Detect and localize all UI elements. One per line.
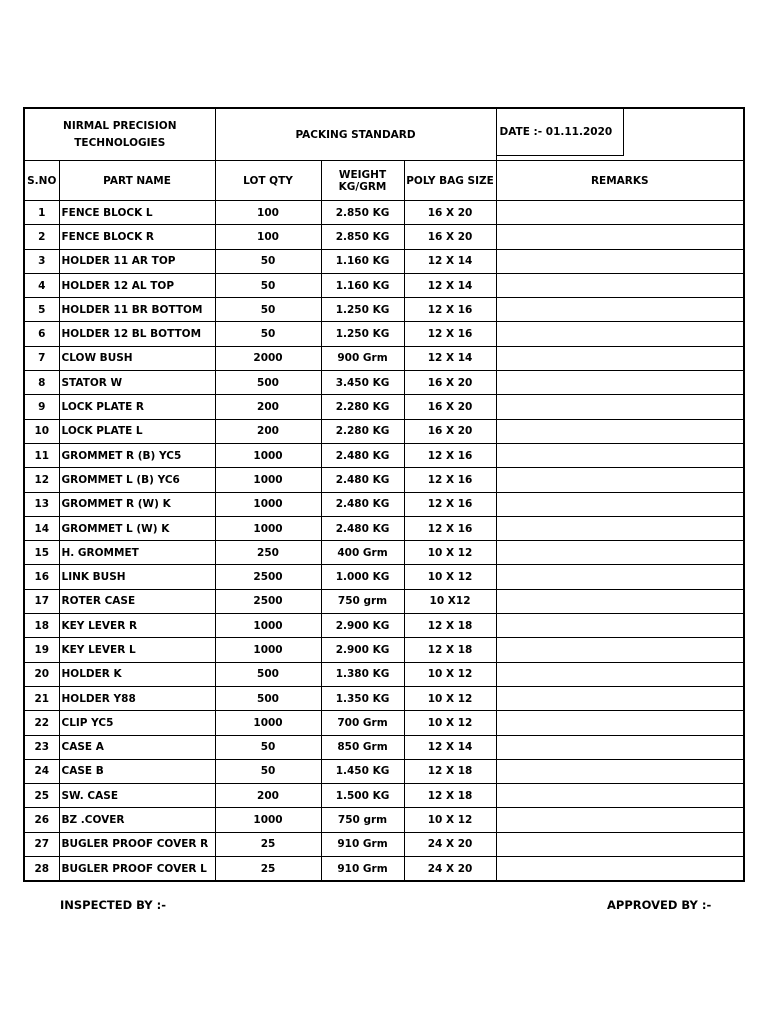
cell-lot-qty: 1000 (215, 492, 321, 516)
cell-part-name: LOCK PLATE L (59, 419, 215, 443)
cell-lot-qty: 1000 (215, 468, 321, 492)
cell-weight: 850 Grm (321, 735, 404, 759)
table-row (24, 735, 744, 759)
cell-remarks (496, 565, 744, 589)
cell-part-name: BZ .COVER (59, 808, 215, 832)
cell-remarks (496, 808, 744, 832)
cell-weight: 2.280 KG (321, 419, 404, 443)
cell-poly-bag-size: 16 X 20 (404, 371, 496, 395)
cell-part-name: HOLDER 11 AR TOP (59, 249, 215, 273)
cell-remarks (496, 735, 744, 759)
cell-poly-bag-size: 10 X 12 (404, 541, 496, 565)
cell-weight: 2.480 KG (321, 468, 404, 492)
cell-sno: 6 (24, 322, 59, 346)
cell-weight: 1.250 KG (321, 298, 404, 322)
cell-lot-qty: 2500 (215, 565, 321, 589)
cell-weight: 2.280 KG (321, 395, 404, 419)
cell-lot-qty: 500 (215, 662, 321, 686)
cell-lot-qty: 1000 (215, 638, 321, 662)
cell-poly-bag-size: 16 X 20 (404, 201, 496, 225)
date-box (496, 109, 624, 156)
cell-remarks (496, 686, 744, 710)
cell-lot-qty: 100 (215, 201, 321, 225)
cell-poly-bag-size: 12 X 16 (404, 298, 496, 322)
cell-part-name: BUGLER PROOF COVER R (59, 832, 215, 856)
cell-remarks (496, 492, 744, 516)
company-name-line1: NIRMAL PRECISION (63, 119, 177, 132)
cell-part-name: LINK BUSH (59, 565, 215, 589)
cell-part-name: CASE A (59, 735, 215, 759)
cell-lot-qty: 2000 (215, 346, 321, 370)
cell-lot-qty: 1000 (215, 711, 321, 735)
table-row (24, 662, 744, 686)
cell-poly-bag-size: 24 X 20 (404, 832, 496, 856)
table-row (24, 346, 744, 370)
col-header-sno: S.NO (24, 161, 59, 201)
cell-lot-qty: 100 (215, 225, 321, 249)
cell-poly-bag-size: 12 X 16 (404, 516, 496, 540)
cell-sno: 28 (24, 857, 59, 882)
cell-sno: 25 (24, 784, 59, 808)
table-row (24, 371, 744, 395)
table-row (24, 759, 744, 783)
cell-part-name: HOLDER 12 AL TOP (59, 273, 215, 297)
cell-poly-bag-size: 12 X 18 (404, 614, 496, 638)
table-row (24, 638, 744, 662)
table-row (24, 468, 744, 492)
cell-part-name: ROTER CASE (59, 589, 215, 613)
company-name (24, 108, 215, 161)
table-row (24, 298, 744, 322)
cell-poly-bag-size: 10 X 12 (404, 662, 496, 686)
cell-remarks (496, 371, 744, 395)
cell-weight: 1.250 KG (321, 322, 404, 346)
cell-part-name: KEY LEVER R (59, 614, 215, 638)
table-row (24, 541, 744, 565)
table-row (24, 443, 744, 467)
cell-poly-bag-size: 12 X 14 (404, 735, 496, 759)
cell-weight: 1.500 KG (321, 784, 404, 808)
cell-poly-bag-size: 16 X 20 (404, 419, 496, 443)
table-row (24, 711, 744, 735)
cell-lot-qty: 1000 (215, 614, 321, 638)
cell-part-name: CASE B (59, 759, 215, 783)
cell-remarks (496, 419, 744, 443)
cell-part-name: CLIP YC5 (59, 711, 215, 735)
inspected-by-label: INSPECTED BY :- (60, 898, 166, 912)
date-cell (496, 108, 744, 161)
cell-weight: 900 Grm (321, 346, 404, 370)
table-row (24, 516, 744, 540)
cell-remarks (496, 541, 744, 565)
column-header-row (24, 161, 744, 201)
cell-part-name: GROMMET L (W) K (59, 516, 215, 540)
table-row (24, 614, 744, 638)
date-label: DATE :- 01.11.2020 (499, 126, 613, 138)
cell-sno: 27 (24, 832, 59, 856)
col-header-poly-bag-size: POLY BAG SIZE (404, 161, 496, 201)
cell-weight: 400 Grm (321, 541, 404, 565)
table-row (24, 201, 744, 225)
table-row (24, 419, 744, 443)
table-row (24, 492, 744, 516)
cell-weight: 1.000 KG (321, 565, 404, 589)
cell-sno: 12 (24, 468, 59, 492)
cell-sno: 16 (24, 565, 59, 589)
table-body (24, 201, 744, 882)
cell-sno: 14 (24, 516, 59, 540)
cell-lot-qty: 50 (215, 735, 321, 759)
cell-remarks (496, 832, 744, 856)
cell-lot-qty: 50 (215, 249, 321, 273)
table-row (24, 395, 744, 419)
cell-part-name: HOLDER 11 BR BOTTOM (59, 298, 215, 322)
cell-weight: 2.480 KG (321, 443, 404, 467)
cell-lot-qty: 25 (215, 832, 321, 856)
cell-weight: 2.480 KG (321, 492, 404, 516)
cell-part-name: KEY LEVER L (59, 638, 215, 662)
cell-sno: 2 (24, 225, 59, 249)
cell-remarks (496, 322, 744, 346)
cell-remarks (496, 249, 744, 273)
col-header-part-name: PART NAME (59, 161, 215, 201)
cell-part-name: FENCE BLOCK L (59, 201, 215, 225)
cell-lot-qty: 500 (215, 686, 321, 710)
cell-weight: 1.450 KG (321, 759, 404, 783)
cell-sno: 8 (24, 371, 59, 395)
document-title: PACKING STANDARD (215, 108, 496, 161)
cell-part-name: BUGLER PROOF COVER L (59, 857, 215, 882)
cell-lot-qty: 25 (215, 857, 321, 882)
cell-part-name: LOCK PLATE R (59, 395, 215, 419)
cell-sno: 23 (24, 735, 59, 759)
cell-weight: 910 Grm (321, 832, 404, 856)
cell-sno: 11 (24, 443, 59, 467)
cell-weight: 1.160 KG (321, 273, 404, 297)
cell-part-name: GROMMET R (B) YC5 (59, 443, 215, 467)
cell-lot-qty: 1000 (215, 808, 321, 832)
cell-poly-bag-size: 16 X 20 (404, 225, 496, 249)
cell-poly-bag-size: 12 X 16 (404, 492, 496, 516)
cell-sno: 20 (24, 662, 59, 686)
cell-weight: 2.850 KG (321, 201, 404, 225)
cell-remarks (496, 516, 744, 540)
cell-sno: 13 (24, 492, 59, 516)
table-row (24, 808, 744, 832)
col-header-weight-line1: WEIGHT (338, 168, 387, 181)
cell-sno: 7 (24, 346, 59, 370)
cell-poly-bag-size: 12 X 14 (404, 346, 496, 370)
cell-weight: 910 Grm (321, 857, 404, 882)
cell-part-name: HOLDER K (59, 662, 215, 686)
cell-poly-bag-size: 24 X 20 (404, 857, 496, 882)
cell-sno: 15 (24, 541, 59, 565)
cell-part-name: FENCE BLOCK R (59, 225, 215, 249)
cell-remarks (496, 468, 744, 492)
cell-sno: 18 (24, 614, 59, 638)
cell-poly-bag-size: 12 X 14 (404, 249, 496, 273)
cell-sno: 24 (24, 759, 59, 783)
cell-poly-bag-size: 12 X 18 (404, 784, 496, 808)
cell-sno: 21 (24, 686, 59, 710)
cell-remarks (496, 201, 744, 225)
cell-sno: 19 (24, 638, 59, 662)
cell-weight: 3.450 KG (321, 371, 404, 395)
title-row (24, 108, 744, 161)
cell-weight: 750 grm (321, 808, 404, 832)
cell-remarks (496, 395, 744, 419)
table-row (24, 322, 744, 346)
cell-remarks (496, 711, 744, 735)
cell-sno: 26 (24, 808, 59, 832)
cell-sno: 9 (24, 395, 59, 419)
cell-sno: 10 (24, 419, 59, 443)
col-header-remarks: REMARKS (496, 161, 744, 201)
cell-part-name: STATOR W (59, 371, 215, 395)
cell-poly-bag-size: 10 X 12 (404, 565, 496, 589)
cell-poly-bag-size: 16 X 20 (404, 395, 496, 419)
cell-poly-bag-size: 10 X 12 (404, 808, 496, 832)
table-row (24, 565, 744, 589)
cell-part-name: GROMMET R (W) K (59, 492, 215, 516)
table-row (24, 225, 744, 249)
cell-weight: 1.160 KG (321, 249, 404, 273)
packing-standard-table (23, 107, 745, 882)
cell-poly-bag-size: 12 X 16 (404, 468, 496, 492)
cell-remarks (496, 589, 744, 613)
cell-lot-qty: 200 (215, 419, 321, 443)
table-row (24, 249, 744, 273)
cell-poly-bag-size: 10 X12 (404, 589, 496, 613)
cell-lot-qty: 50 (215, 759, 321, 783)
cell-weight: 1.380 KG (321, 662, 404, 686)
cell-lot-qty: 200 (215, 784, 321, 808)
cell-lot-qty: 50 (215, 273, 321, 297)
cell-sno: 17 (24, 589, 59, 613)
cell-weight: 2.480 KG (321, 516, 404, 540)
cell-remarks (496, 857, 744, 882)
cell-remarks (496, 298, 744, 322)
cell-remarks (496, 638, 744, 662)
table-row (24, 589, 744, 613)
cell-lot-qty: 50 (215, 322, 321, 346)
col-header-weight-line2: KG/GRM (338, 180, 387, 193)
cell-sno: 3 (24, 249, 59, 273)
cell-lot-qty: 1000 (215, 443, 321, 467)
cell-poly-bag-size: 12 X 16 (404, 443, 496, 467)
table-row (24, 832, 744, 856)
cell-part-name: GROMMET L (B) YC6 (59, 468, 215, 492)
cell-part-name: H. GROMMET (59, 541, 215, 565)
cell-lot-qty: 500 (215, 371, 321, 395)
cell-weight: 2.850 KG (321, 225, 404, 249)
cell-poly-bag-size: 10 X 12 (404, 686, 496, 710)
table-row (24, 273, 744, 297)
cell-sno: 1 (24, 201, 59, 225)
cell-remarks (496, 662, 744, 686)
cell-lot-qty: 200 (215, 395, 321, 419)
cell-poly-bag-size: 12 X 18 (404, 759, 496, 783)
cell-part-name: CLOW BUSH (59, 346, 215, 370)
cell-remarks (496, 443, 744, 467)
cell-lot-qty: 2500 (215, 589, 321, 613)
cell-part-name: HOLDER Y88 (59, 686, 215, 710)
table-row (24, 857, 744, 882)
cell-poly-bag-size: 12 X 16 (404, 322, 496, 346)
approved-by-label: APPROVED BY :- (607, 898, 712, 912)
cell-remarks (496, 346, 744, 370)
cell-sno: 5 (24, 298, 59, 322)
col-header-lot-qty: LOT QTY (215, 161, 321, 201)
cell-weight: 2.900 KG (321, 614, 404, 638)
cell-lot-qty: 50 (215, 298, 321, 322)
cell-remarks (496, 784, 744, 808)
cell-sno: 22 (24, 711, 59, 735)
cell-poly-bag-size: 12 X 18 (404, 638, 496, 662)
cell-remarks (496, 273, 744, 297)
table-row (24, 686, 744, 710)
cell-part-name: HOLDER 12 BL BOTTOM (59, 322, 215, 346)
cell-poly-bag-size: 10 X 12 (404, 711, 496, 735)
cell-weight: 750 grm (321, 589, 404, 613)
cell-remarks (496, 614, 744, 638)
cell-weight: 1.350 KG (321, 686, 404, 710)
cell-weight: 2.900 KG (321, 638, 404, 662)
cell-poly-bag-size: 12 X 14 (404, 273, 496, 297)
cell-part-name: SW. CASE (59, 784, 215, 808)
cell-remarks (496, 225, 744, 249)
table-row (24, 784, 744, 808)
cell-lot-qty: 1000 (215, 516, 321, 540)
cell-sno: 4 (24, 273, 59, 297)
cell-lot-qty: 250 (215, 541, 321, 565)
cell-weight: 700 Grm (321, 711, 404, 735)
col-header-weight (321, 161, 404, 201)
cell-remarks (496, 759, 744, 783)
company-name-line2: TECHNOLOGIES (74, 136, 166, 149)
